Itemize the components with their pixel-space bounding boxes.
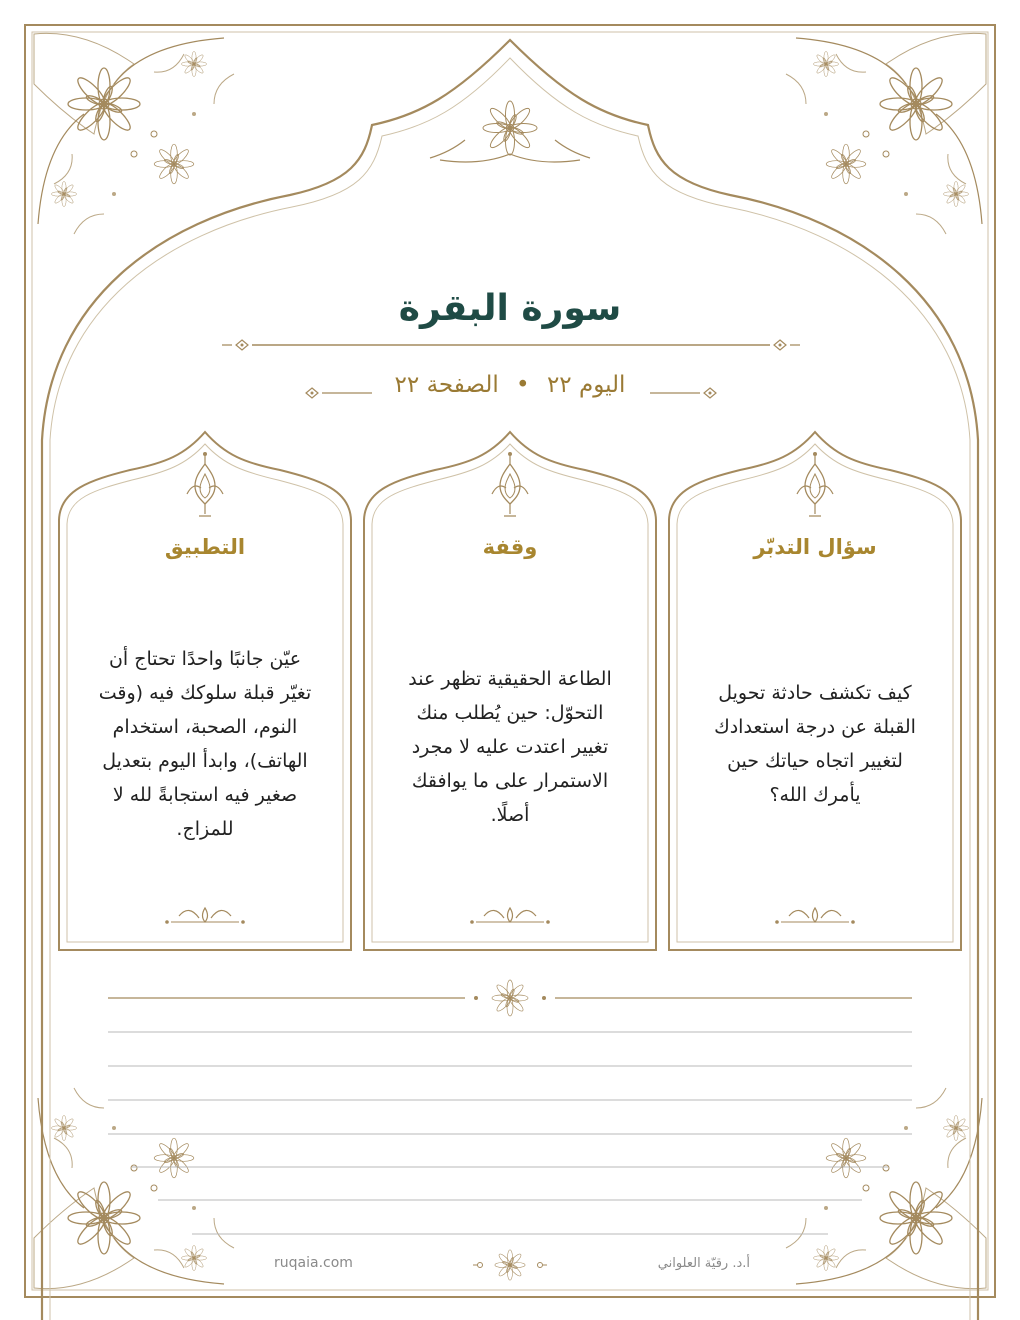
corner-ornament-bottom-left <box>34 1088 234 1289</box>
day-page-subtitle <box>360 372 660 398</box>
card-body-pause <box>375 662 645 832</box>
card-title-reflection-question: سؤال التدبّر <box>753 535 877 559</box>
divider-ornament <box>492 980 528 1016</box>
corner-ornament-top-left <box>34 33 234 234</box>
card-line: الهاتف)، وابدأ اليوم بتعديل <box>102 750 308 772</box>
card-line: الاستمرار على ما يوافقك <box>411 770 609 792</box>
card-line: تغيّر قبلة سلوكك فيه (وقت <box>98 682 312 704</box>
card-body-application <box>70 642 340 846</box>
footer-author: أ.د. رقيّة العلواني <box>657 1256 750 1271</box>
card-body-reflection-question <box>680 676 950 812</box>
writing-lines <box>108 1032 912 1234</box>
card-line: أصلًا. <box>490 804 530 826</box>
card-line: تغيير اعتدت عليه لا مجرد <box>411 736 609 758</box>
day-label: اليوم ٢٢ <box>546 372 626 398</box>
corner-ornament-bottom-right <box>786 1088 986 1289</box>
footer-website: ruqaia.com <box>274 1255 353 1271</box>
card-line: كيف تكشف حادثة تحويل <box>718 682 912 704</box>
subtitle-separator: • <box>516 372 530 398</box>
page-label: الصفحة ٢٢ <box>394 372 499 398</box>
card-line: يأمرك الله؟ <box>769 784 861 806</box>
top-center-ornament <box>483 101 537 155</box>
card-line: التحوّل: حين يُطلب منك <box>416 702 604 724</box>
card-line: عيّن جانبًا واحدًا تحتاج أن <box>108 648 302 670</box>
card-line: الطاعة الحقيقية تظهر عند <box>408 668 612 690</box>
card-title-application: التطبيق <box>164 535 246 559</box>
card-line: للمزاج. <box>176 818 234 840</box>
corner-ornament-top-right <box>786 33 986 234</box>
card-line: صغير فيه استجابةً لله لا <box>112 784 298 806</box>
card-title-pause: وقفة <box>482 535 538 559</box>
card-line: النوم، الصحبة، استخدام <box>112 716 298 738</box>
surah-title: سورة البقرة <box>398 288 622 329</box>
card-line: لتغيير اتجاه حياتك حين <box>727 750 903 772</box>
footer-ornament <box>495 1250 525 1280</box>
card-line: القبلة عن درجة استعدادك <box>714 716 916 738</box>
